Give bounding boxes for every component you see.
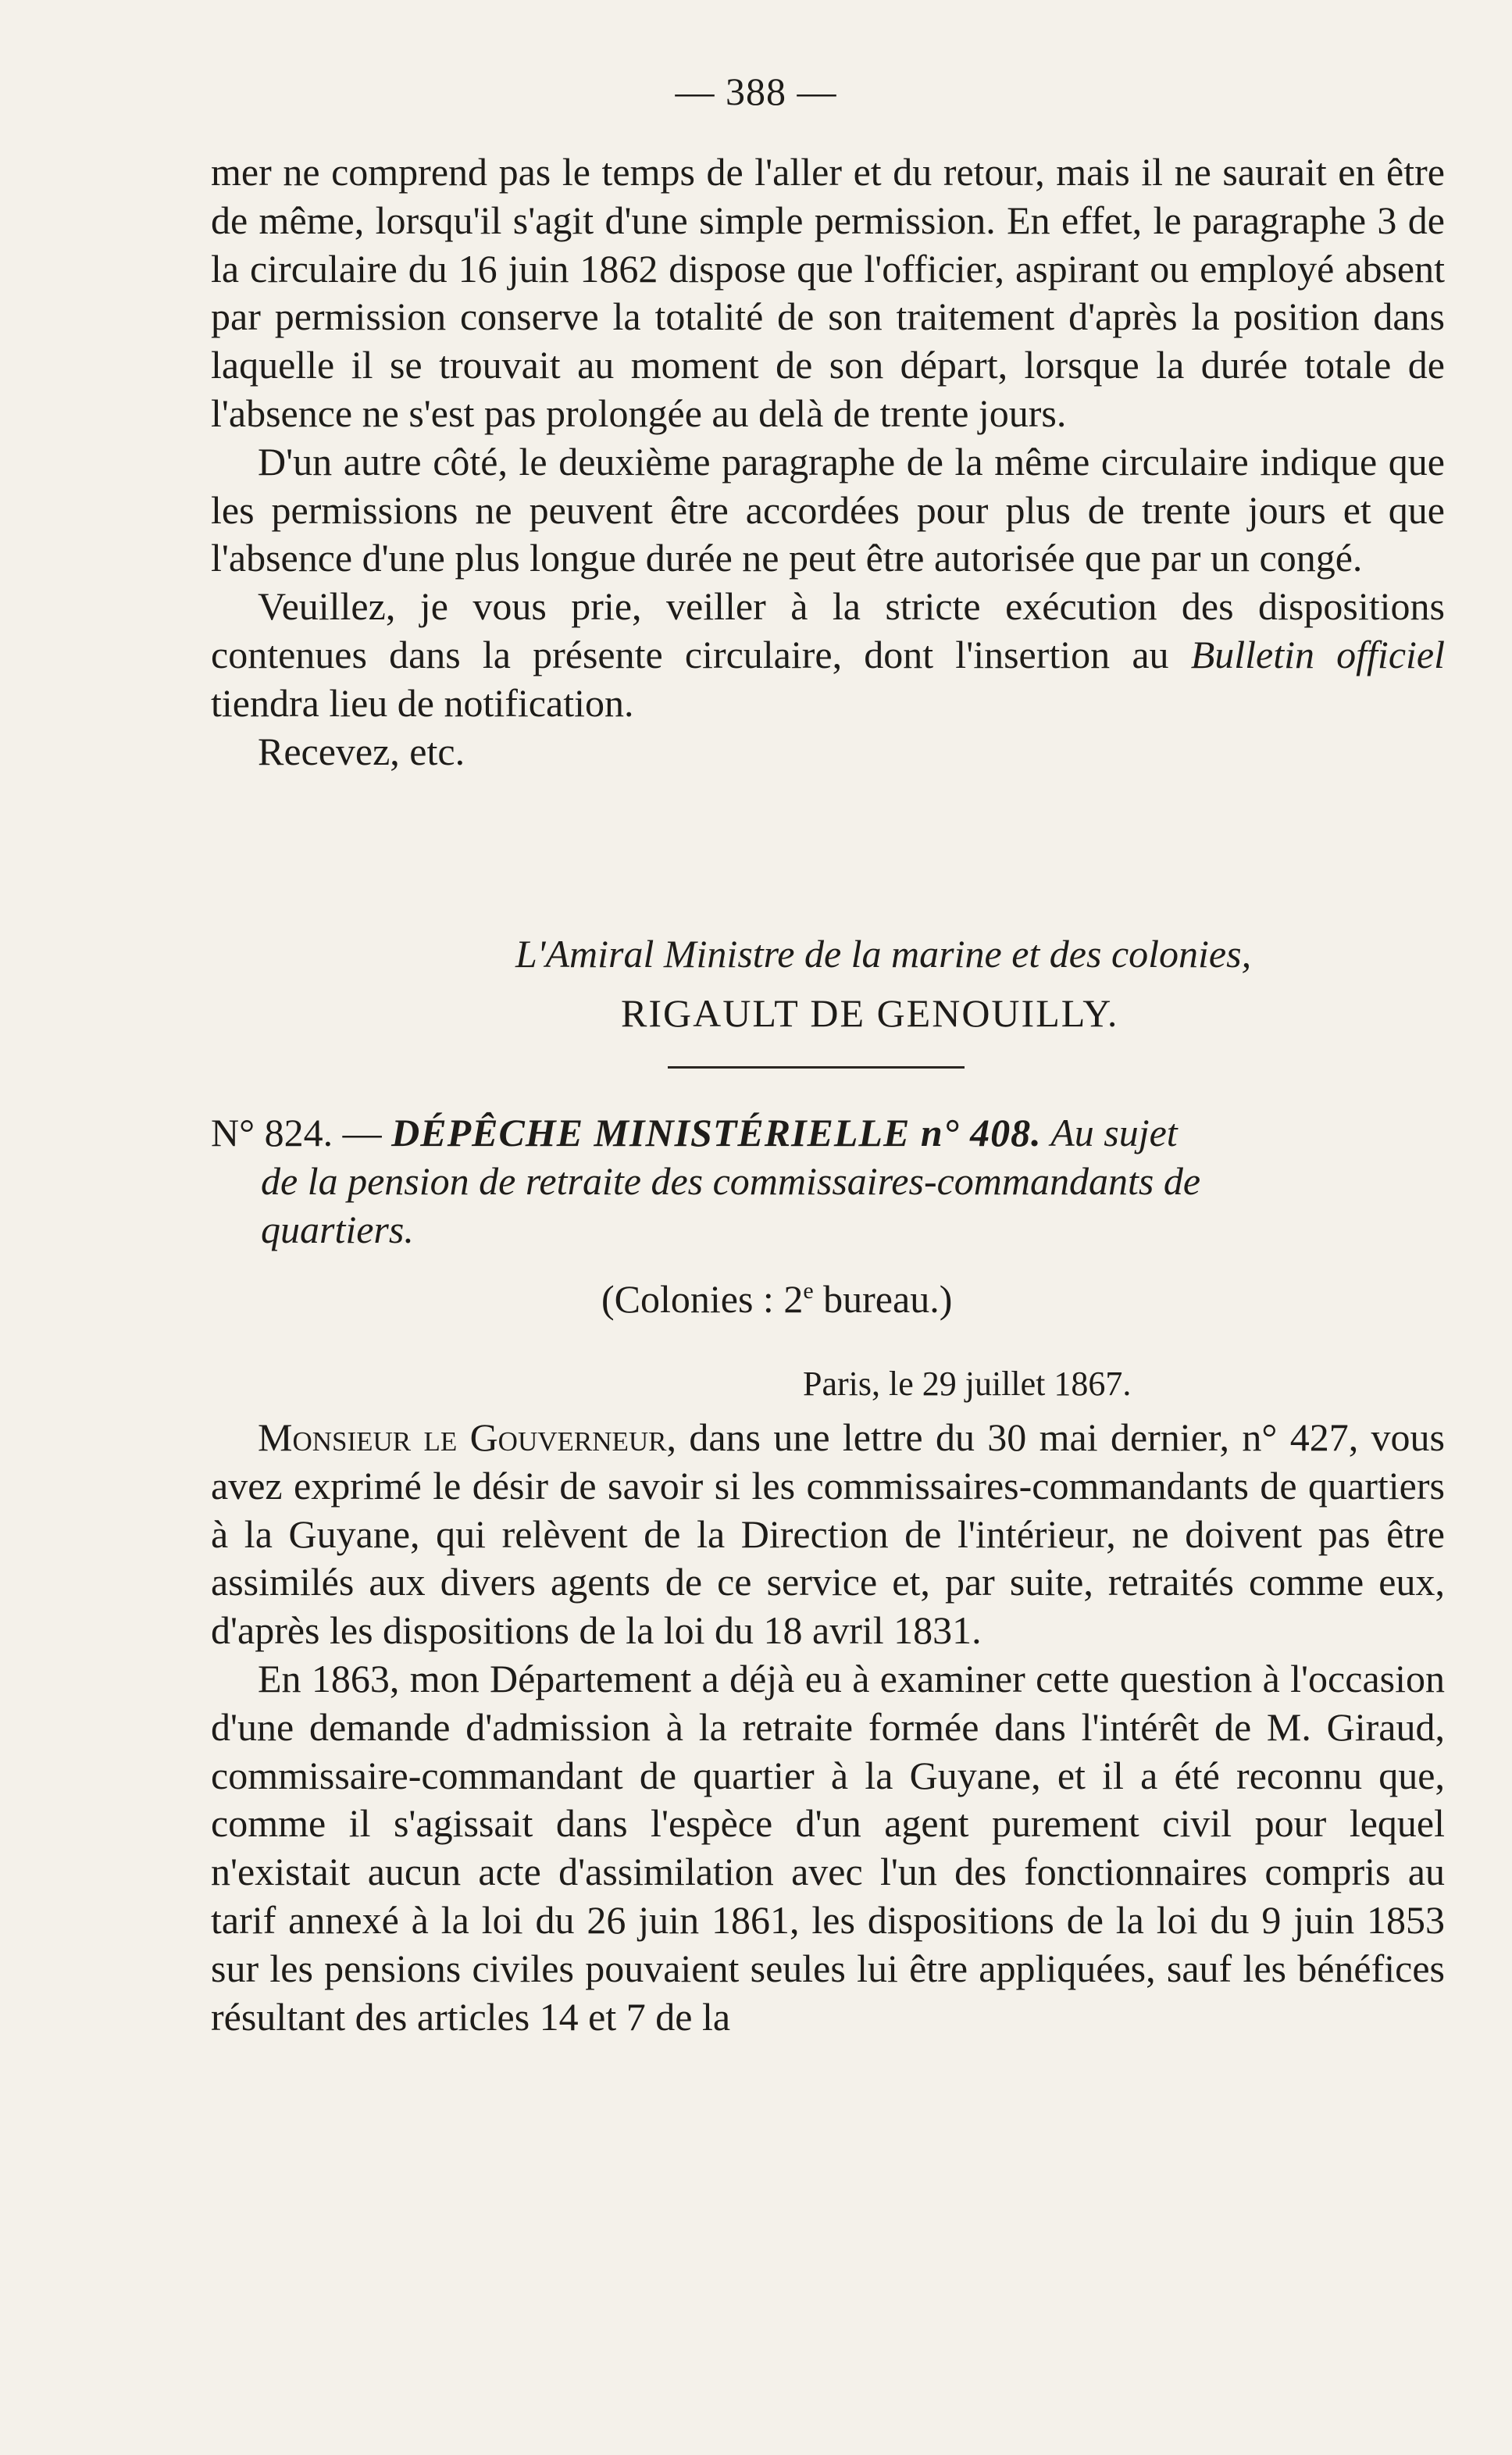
paragraph-precedent: En 1863, mon Département a déjà eu à examiner cette question à l'occasion d'une demande d'admission à la retraite formée dans l'intérêt de M. Giraud, commissaire-commandant de quartier à la Guyane, et il a été reconnu que, comme il s'agissait dans l'espèce d'un agent purement civil pour lequel n'existait aucun acte d'assimilation avec l'un des fonctionnaires compris au tarif annexé à la loi du 26 juin 1861, les dispositions de la loi du 9 juin 1853 sur les pensions civiles pouvaient seules lui être appliquées, sauf les bénéfices résultant des articles 14 et 7 de la bbox=[211, 1656, 1445, 2039]
execution-text-start: Veuillez, je vous prie, veiller à la stricte exécution des dispositions contenues dans la présente circulaire, dont l'insertion au bbox=[211, 584, 1445, 676]
office-text-end: bureau.) bbox=[813, 1277, 953, 1321]
dispatch-text-block bbox=[211, 1414, 1445, 2041]
paragraph-second-rule: D'un autre côté, le deuxième paragraphe de la même circulaire indique que les permissions ne peuvent être accordées pour plus de trente jours et que l'absence d'une plus longue durée ne peut être autorisée que par un congé. bbox=[211, 439, 1445, 580]
heading-line-1 bbox=[211, 1109, 1445, 1158]
request-text: dans une lettre du 30 mai dernier, n° 427, vous avez exprimé le désir de savoir si les commissaires-commandants de quartiers à la Guyane, qui relèvent de la Direction de l'intérieur, ne doivent pas être assimilés aux divers agents de ce service et, par suite, retraités comme eux, d'après les dispositions de la loi du 18 avril 1831. bbox=[211, 1415, 1445, 1653]
paragraph-permission-rules: mer ne comprend pas le temps de l'aller et du retour, mais il ne saurait en être de même, lorsqu'il s'agit d'une simple permission. En effet, le paragraphe 3 de la circulaire du 16 juin 1862 dispose que l'officier, aspirant ou employé absent par permission conserve la totalité de son traitement d'après la position dans laquelle il se trouvait au moment de son départ, lorsque la durée totale de l'absence ne s'est pas prolongée au delà de trente jours. bbox=[211, 150, 1445, 435]
page-number: — 388 — bbox=[675, 70, 837, 113]
dispatch-heading bbox=[211, 1109, 1445, 1254]
dispatch-subject-line-3: quartiers. bbox=[261, 1207, 414, 1251]
closing-formula: Recevez, etc. bbox=[258, 729, 465, 773]
dispatch-number: N° 824. — bbox=[211, 1111, 392, 1154]
signature-name: RIGAULT DE GENOUILLY. bbox=[621, 991, 1119, 1035]
dispatch-subject-line-2: de la pension de retraite des commissaires-commandants de bbox=[261, 1158, 1201, 1203]
execution-text-end: tiendra lieu de notification. bbox=[211, 680, 634, 725]
paragraph-request bbox=[211, 1414, 1445, 1655]
dispatch-title: DÉPÊCHE MINISTÉRIELLE n° 408. bbox=[391, 1111, 1042, 1154]
dateline: Paris, le 29 juillet 1867. bbox=[803, 1365, 1132, 1403]
paragraph-execution bbox=[211, 583, 1445, 727]
office-text-start: (Colonies : 2 bbox=[601, 1277, 804, 1321]
dispatch-subject-start: Au sujet bbox=[1041, 1111, 1178, 1154]
section-divider bbox=[668, 1066, 965, 1069]
office-superscript: e bbox=[803, 1278, 814, 1304]
issuing-office bbox=[601, 1276, 952, 1322]
signature-title: L'Amiral Ministre de la marine et des colonies, bbox=[515, 932, 1252, 976]
bulletin-officiel-title: Bulletin officiel bbox=[1190, 632, 1445, 676]
circular-text-block bbox=[211, 148, 1445, 776]
salutation: Monsieur le Gouverneur, bbox=[258, 1415, 677, 1459]
